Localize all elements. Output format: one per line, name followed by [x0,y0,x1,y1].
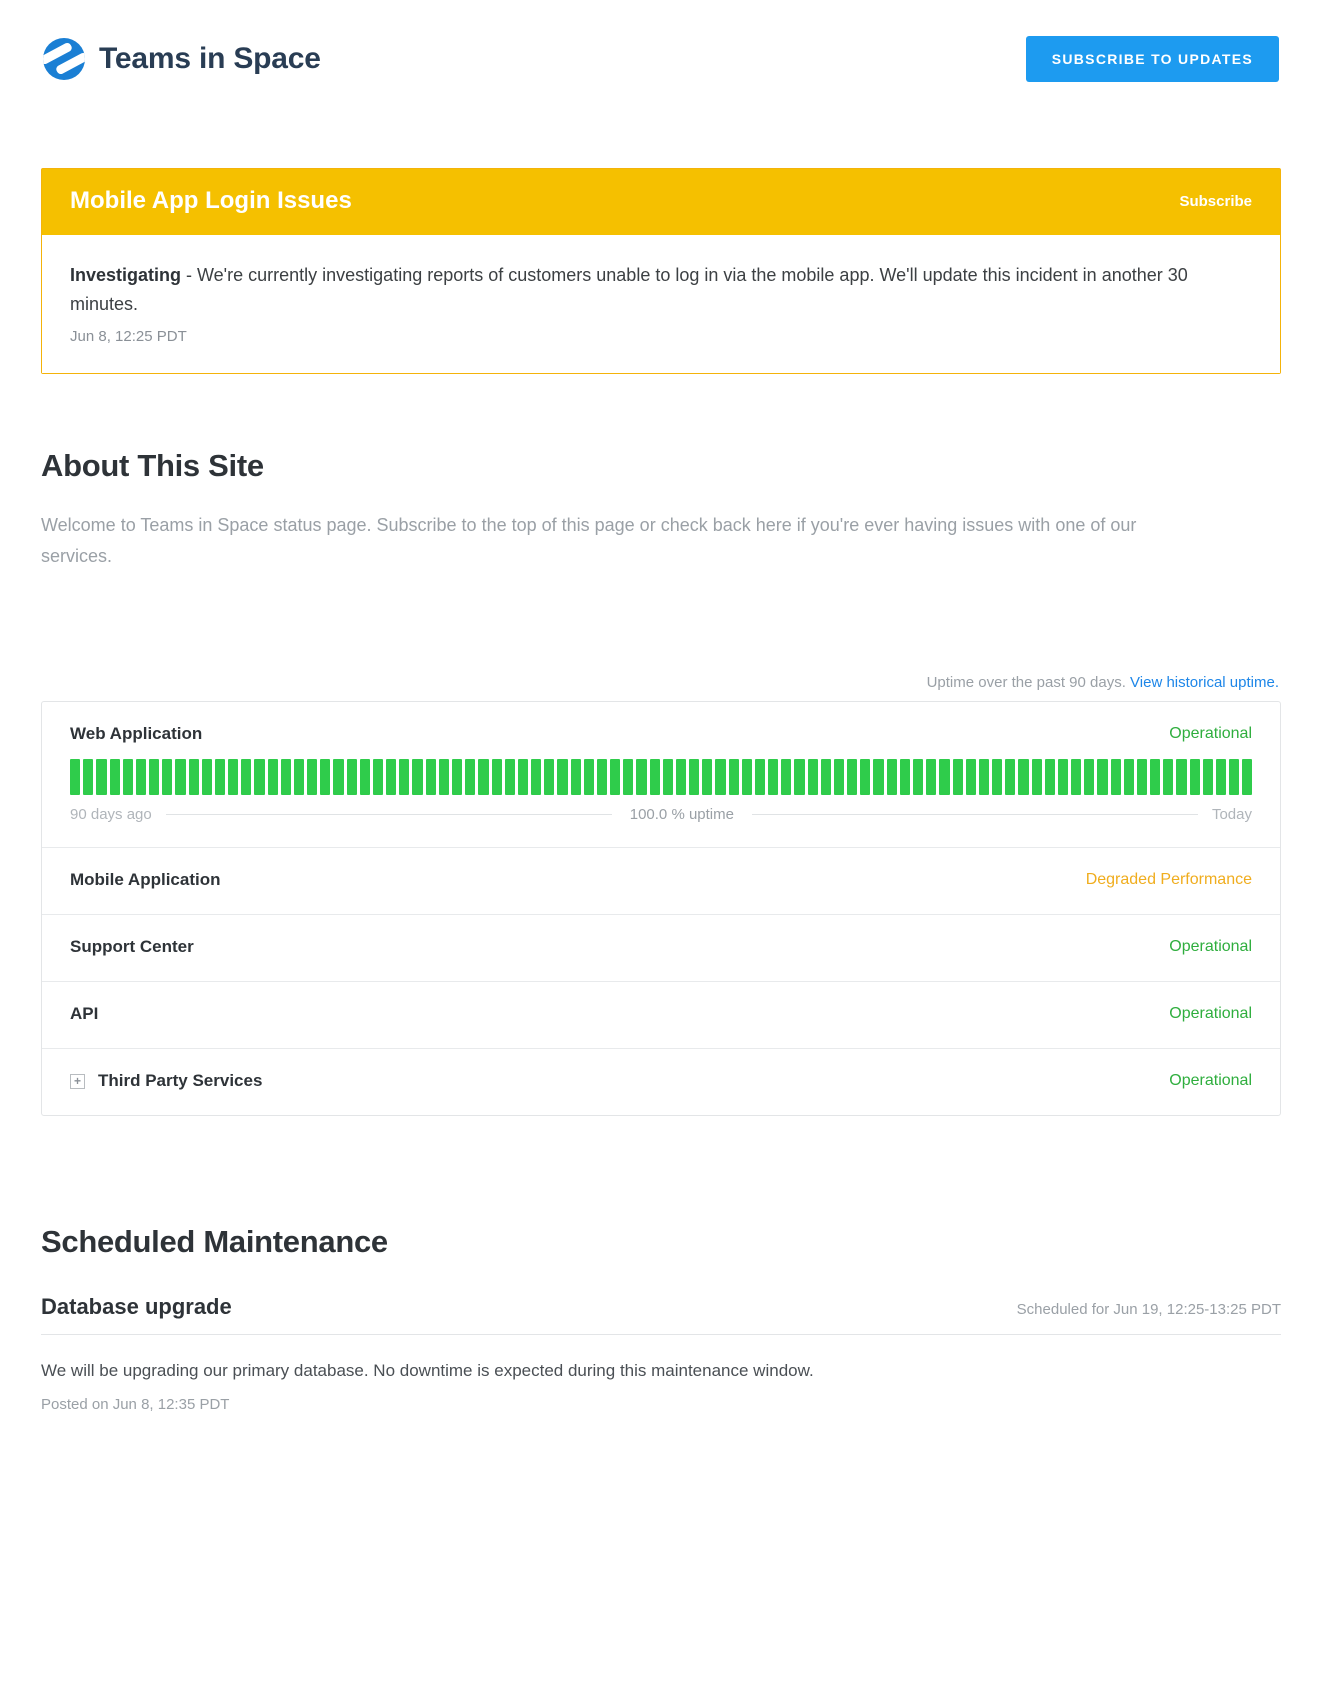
uptime-bar[interactable] [834,759,844,795]
uptime-graph [70,759,1252,795]
uptime-bar[interactable] [623,759,633,795]
uptime-bar[interactable] [96,759,106,795]
uptime-bar[interactable] [294,759,304,795]
uptime-bar[interactable] [478,759,488,795]
uptime-bar[interactable] [307,759,317,795]
uptime-bar[interactable] [1190,759,1200,795]
uptime-bar[interactable] [979,759,989,795]
uptime-bar[interactable] [926,759,936,795]
uptime-bar[interactable] [636,759,646,795]
uptime-bar[interactable] [1124,759,1134,795]
component-web-application [42,702,1280,848]
status-page [41,0,1281,1453]
component-name: Mobile Application [70,870,221,890]
uptime-bar[interactable] [386,759,396,795]
uptime-bar[interactable] [663,759,673,795]
plus-box-icon[interactable]: + [70,1074,85,1089]
uptime-bar[interactable] [597,759,607,795]
uptime-bar[interactable] [189,759,199,795]
uptime-bar[interactable] [1005,759,1015,795]
uptime-bar[interactable] [347,759,357,795]
uptime-bar[interactable] [123,759,133,795]
status-badge: Operational [1169,725,1252,743]
uptime-bar[interactable] [939,759,949,795]
uptime-bar[interactable] [1150,759,1160,795]
uptime-bar[interactable] [900,759,910,795]
uptime-bar[interactable] [228,759,238,795]
page-header [41,26,1281,92]
uptime-bar[interactable] [465,759,475,795]
uptime-note-text: Uptime over the past 90 days. [926,674,1126,692]
incident-timestamp: Jun 8, 12:25 PDT [70,328,187,346]
uptime-bar[interactable] [136,759,146,795]
component-name: Web Application [70,724,203,744]
component-mobile-application [42,848,1280,915]
uptime-bar[interactable] [162,759,172,795]
uptime-start-label: 90 days ago [70,806,152,824]
uptime-bar[interactable] [1097,759,1107,795]
maintenance-body: We will be upgrading our primary database. No downtime is expected during this maintenance window. [41,1361,814,1381]
uptime-bar[interactable] [333,759,343,795]
uptime-bar[interactable] [1229,759,1239,795]
uptime-bar[interactable] [399,759,409,795]
uptime-bar[interactable] [241,759,251,795]
uptime-bar[interactable] [1111,759,1121,795]
maintenance-header [41,1294,1281,1335]
uptime-bar[interactable] [175,759,185,795]
uptime-bar[interactable] [887,759,897,795]
uptime-bar[interactable] [544,759,554,795]
uptime-rule-left [166,814,612,815]
uptime-bar[interactable] [557,759,567,795]
uptime-bar[interactable] [873,759,883,795]
uptime-bar[interactable] [1018,759,1028,795]
component-third-party-services[interactable] [42,1049,1280,1115]
brand-name: Teams in Space [99,42,321,75]
uptime-bar[interactable] [1045,759,1055,795]
uptime-bar[interactable] [847,759,857,795]
uptime-bar[interactable] [531,759,541,795]
uptime-bar[interactable] [768,759,778,795]
component-name: Third Party Services [98,1071,263,1091]
uptime-rule-right [752,814,1198,815]
uptime-bar[interactable] [254,759,264,795]
uptime-bar[interactable] [821,759,831,795]
about-section [41,448,1281,572]
status-badge: Operational [1169,938,1252,956]
incident-message [70,261,1252,319]
uptime-bar[interactable] [689,759,699,795]
uptime-bar[interactable] [518,759,528,795]
uptime-bar[interactable] [610,759,620,795]
uptime-bar[interactable] [584,759,594,795]
uptime-bar[interactable] [702,759,712,795]
incident-title: Mobile App Login Issues [70,187,352,214]
component-name: Support Center [70,937,194,957]
uptime-bar[interactable] [571,759,581,795]
uptime-bar[interactable] [426,759,436,795]
incident-body [42,235,1280,373]
uptime-bar[interactable] [1242,759,1252,795]
status-badge: Operational [1169,1005,1252,1023]
maintenance-heading: Scheduled Maintenance [41,1224,388,1260]
status-badge: Degraded Performance [1085,871,1252,889]
uptime-bar[interactable] [1163,759,1173,795]
status-badge: Operational [1169,1072,1252,1090]
uptime-bar[interactable] [412,759,422,795]
uptime-bar[interactable] [1176,759,1186,795]
scheduled-maintenance-section [41,1224,1281,1453]
uptime-bar[interactable] [452,759,462,795]
uptime-bar[interactable] [268,759,278,795]
uptime-bar[interactable] [1032,759,1042,795]
uptime-bar[interactable] [1216,759,1226,795]
uptime-bar[interactable] [373,759,383,795]
uptime-bar[interactable] [320,759,330,795]
uptime-bar[interactable] [650,759,660,795]
component-api [42,982,1280,1049]
uptime-bar[interactable] [1203,759,1213,795]
uptime-end-label: Today [1211,806,1252,824]
uptime-bar[interactable] [1071,759,1081,795]
uptime-bar[interactable] [70,759,80,795]
uptime-bar[interactable] [676,759,686,795]
uptime-note [41,674,1281,691]
uptime-bar[interactable] [860,759,870,795]
uptime-bar[interactable] [110,759,120,795]
uptime-bar[interactable] [729,759,739,795]
uptime-bar[interactable] [202,759,212,795]
subscribe-to-updates-button[interactable]: SUBSCRIBE TO UPDATES [1026,36,1279,82]
uptime-bar[interactable] [360,759,370,795]
uptime-percent-label: 100.0 % uptime [629,806,734,824]
uptime-bar[interactable] [1084,759,1094,795]
planet-logo-icon [43,38,85,80]
uptime-bar[interactable] [913,759,923,795]
incident-message-text: - We're currently investigating reports of customers unable to log in via the mobile app. We'll update this incident in another 30 minutes. [70,265,1188,315]
uptime-bar[interactable] [953,759,963,795]
uptime-bar[interactable] [149,759,159,795]
uptime-bar[interactable] [794,759,804,795]
uptime-bar[interactable] [715,759,725,795]
uptime-legend [70,806,1252,823]
uptime-bar[interactable] [281,759,291,795]
uptime-bar[interactable] [742,759,752,795]
uptime-bar[interactable] [1058,759,1068,795]
incident-status-label: Investigating [70,265,182,285]
view-historical-uptime-link[interactable]: View historical uptime. [1130,674,1279,692]
uptime-bar[interactable] [992,759,1002,795]
uptime-bar[interactable] [492,759,502,795]
uptime-bar[interactable] [781,759,791,795]
uptime-bar[interactable] [505,759,515,795]
uptime-bar[interactable] [439,759,449,795]
incident-card [41,168,1281,374]
uptime-bar[interactable] [1137,759,1147,795]
brand[interactable] [43,38,321,80]
uptime-bar[interactable] [966,759,976,795]
uptime-bar[interactable] [215,759,225,795]
incident-header [42,169,1280,235]
about-heading: About This Site [41,448,264,484]
component-name: API [70,1004,99,1024]
incident-subscribe-link[interactable]: Subscribe [1179,192,1252,210]
maintenance-title: Database upgrade [41,1294,232,1320]
components-list [41,701,1281,1116]
uptime-bar[interactable] [808,759,818,795]
uptime-bar[interactable] [755,759,765,795]
maintenance-schedule: Scheduled for Jun 19, 12:25-13:25 PDT [1016,1301,1281,1319]
about-body: Welcome to Teams in Space status page. Subscribe to the top of this page or check back here if you're ever having issues with one of our services. [41,515,1137,567]
component-support-center [42,915,1280,982]
uptime-bar[interactable] [83,759,93,795]
maintenance-posted: Posted on Jun 8, 12:35 PDT [41,1396,230,1414]
